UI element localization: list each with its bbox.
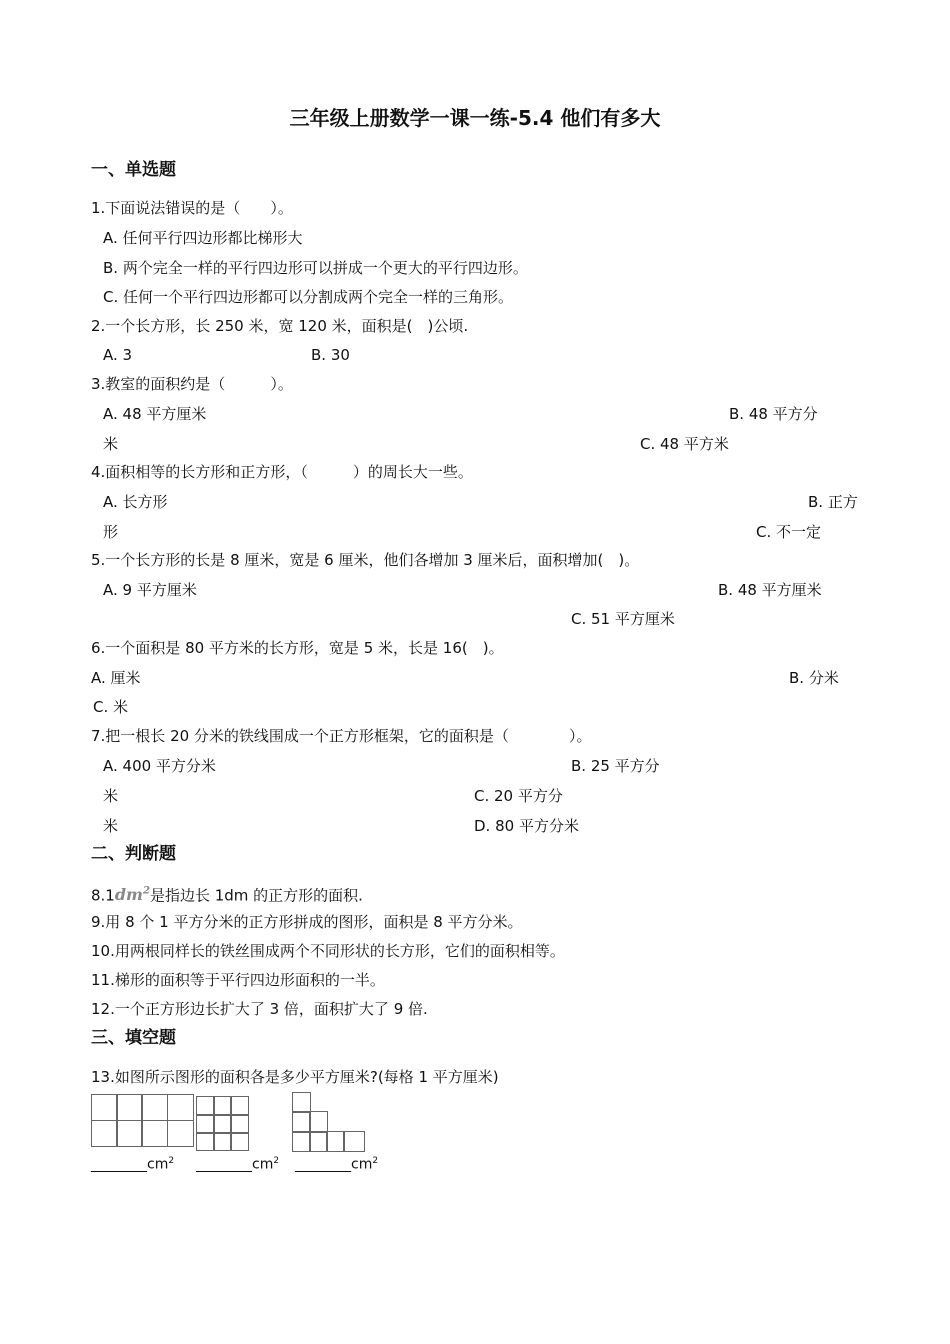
dm-squared-unit: [115, 885, 150, 904]
unit-exponent: 2: [273, 1156, 280, 1166]
unit-label: cm: [147, 1156, 169, 1173]
grid-figure-2: [196, 1096, 249, 1151]
question-5-option-a[interactable]: A. 9 平方厘米: [103, 581, 197, 599]
question-10: 10.用两根同样长的铁丝围成两个不同形状的长方形，它们的面积相等。: [91, 942, 565, 960]
blank-line[interactable]: ________: [91, 1156, 147, 1173]
question-7-option-a-wrap: 米: [103, 787, 119, 805]
section-heading-single-choice: 一、单选题: [91, 160, 176, 180]
question-6-stem: 6.一个面积是 80 平方米的长方形，宽是 5 米，长是 16( )。: [91, 639, 504, 657]
unit-exponent: 2: [372, 1156, 379, 1166]
section-heading-fill-in: 三、填空题: [91, 1028, 176, 1048]
question-2-stem: 2.一个长方形，长 250 米，宽 120 米，面积是( )公顷.: [91, 317, 469, 335]
question-3-stem: 3.教室的面积约是（ ）。: [91, 375, 293, 393]
question-1-option-b[interactable]: B. 两个完全一样的平行四边形可以拼成一个更大的平行四边形。: [103, 259, 528, 277]
question-6-option-b[interactable]: B. 分米: [789, 669, 839, 687]
unit-exponent: 2: [168, 1156, 175, 1166]
section-heading-true-false: 二、判断题: [91, 844, 176, 864]
question-7-option-d[interactable]: D. 80 平方分米: [474, 817, 579, 835]
question-1-stem: 1.下面说法错误的是（ ）。: [91, 199, 293, 217]
blank-line[interactable]: ________: [295, 1156, 351, 1173]
unit-base: dm: [114, 885, 143, 905]
grid-figure-3: [292, 1092, 365, 1152]
question-4-option-b-wrap: 形: [103, 523, 119, 541]
question-7-option-b[interactable]: B. 25 平方分: [571, 757, 660, 775]
question-8: [91, 882, 363, 905]
question-4-stem: 4.面积相等的长方形和正方形，（ ）的周长大一些。: [91, 463, 473, 481]
unit-label: cm: [252, 1156, 274, 1173]
question-6-option-a[interactable]: A. 厘米: [91, 669, 141, 687]
question-1-option-a[interactable]: A. 任何平行四边形都比梯形大: [103, 229, 303, 247]
unit-exponent: 2: [142, 886, 150, 897]
question-3-option-c[interactable]: C. 48 平方米: [640, 435, 729, 453]
question-6-option-c[interactable]: C. 米: [93, 698, 129, 716]
question-8-prefix: 8.1: [91, 886, 115, 905]
question-4-option-c[interactable]: C. 不一定: [756, 523, 822, 541]
question-12: 12.一个正方形边长扩大了 3 倍，面积扩大了 9 倍.: [91, 1000, 428, 1018]
answer-blank-1[interactable]: [91, 1152, 174, 1174]
page-title: 三年级上册数学一课一练-5.4 他们有多大: [289, 106, 661, 130]
question-13-stem: 13.如图所示图形的面积各是多少平方厘米?(每格 1 平方厘米): [91, 1068, 499, 1086]
question-7-option-a[interactable]: A. 400 平方分米: [103, 757, 216, 775]
question-1-option-c[interactable]: C. 任何一个平行四边形都可以分割成两个完全一样的三角形。: [103, 288, 514, 306]
unit-label: cm: [351, 1156, 373, 1173]
answer-blank-2[interactable]: [196, 1152, 279, 1174]
question-7-option-c-wrap: 米: [103, 817, 119, 835]
grid-figure-1: [91, 1094, 194, 1147]
question-2-option-a[interactable]: A. 3: [103, 346, 133, 364]
question-5-stem: 5.一个长方形的长是 8 厘米，宽是 6 厘米，他们各增加 3 厘米后，面积增加( )。: [91, 551, 640, 569]
question-5-option-c[interactable]: C. 51 平方厘米: [571, 610, 675, 628]
question-4-option-b[interactable]: B. 正方: [808, 493, 858, 511]
question-5-option-b[interactable]: B. 48 平方厘米: [718, 581, 822, 599]
question-3-option-a[interactable]: A. 48 平方厘米: [103, 405, 207, 423]
question-2-option-b[interactable]: B. 30: [311, 346, 350, 364]
question-7-stem: 7.把一根长 20 分米的铁线围成一个正方形框架，它的面积是（ ）。: [91, 727, 592, 745]
question-11: 11.梯形的面积等于平行四边形面积的一半。: [91, 971, 385, 989]
question-7-option-c[interactable]: C. 20 平方分: [474, 787, 563, 805]
blank-line[interactable]: ________: [196, 1156, 252, 1173]
answer-blank-3[interactable]: [295, 1152, 378, 1174]
question-8-suffix: 是指边长 1dm 的正方形的面积.: [149, 886, 363, 905]
question-3-option-b-wrap: 米: [103, 435, 119, 453]
question-4-option-a[interactable]: A. 长方形: [103, 493, 168, 511]
question-9: 9.用 8 个 1 平方分米的正方形拼成的图形，面积是 8 平方分米。: [91, 913, 523, 931]
question-3-option-b[interactable]: B. 48 平方分: [729, 405, 818, 423]
